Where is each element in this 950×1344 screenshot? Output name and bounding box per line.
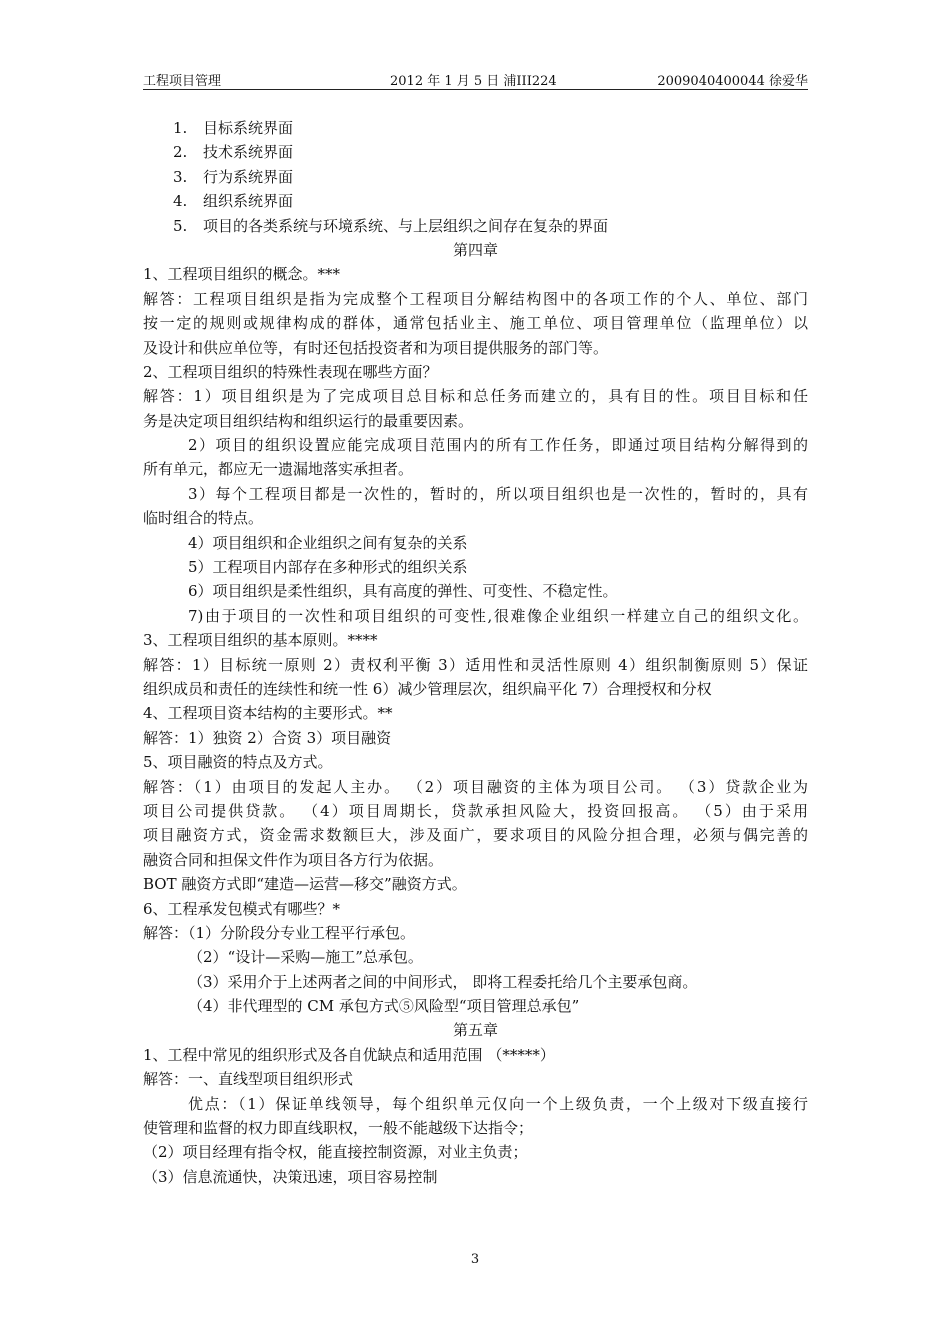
text-line: 务是决定项目组织结构和组织运行的最重要因素。 xyxy=(143,411,474,430)
document-body xyxy=(143,116,808,1189)
text-line: 解答：（1）由项目的发起人主办。 （2）项目融资的主体为项目公司。 （3）贷款企业为 xyxy=(143,777,808,796)
text-line: 所有单元，都应无一遗漏地落实承担者。 xyxy=(143,460,414,479)
page-number: 3 xyxy=(470,1252,480,1267)
text-line: BOT 融资方式即“建造—运营—移交”融资方式。 xyxy=(143,875,467,894)
text-line: 项目公司提供贷款。 （4）项目周期长，贷款承担风险大，投资回报高。 （5）由于采用 xyxy=(143,801,808,820)
question-heading: 6、工程承发包模式有哪些？* xyxy=(143,899,341,918)
text-line: 解答：1）项目组织是为了完成项目总目标和总任务而建立的，具有目的性。项目目标和任 xyxy=(143,387,808,406)
text-line: （3）信息流通快，决策迅速，项目容易控制 xyxy=(143,1167,438,1186)
text-line: 4）项目组织和企业组织之间有复杂的关系 xyxy=(188,533,468,552)
text-line: （4）非代理型的 CM 承包方式⑤风险型“项目管理总承包” xyxy=(188,997,580,1016)
text-line: 3）每个工程项目都是一次性的，暂时的，所以项目组织也是一次性的，暂时的，具有 xyxy=(188,484,808,503)
text-line: （2）“设计—采购—施工”总承包。 xyxy=(188,948,423,967)
text-line: 5）工程项目内部存在多种形式的组织关系 xyxy=(188,558,468,577)
text-line: 解答：工程项目组织是指为完成整个工程项目分解结构图中的各项工作的个人、单位、部门 xyxy=(143,289,808,308)
text-line: 解答：（1）分阶段分专业工程平行承包。 xyxy=(143,923,416,942)
text-line: 项目融资方式，资金需求数额巨大，涉及面广，要求项目的风险分担合理，必须与偶完善的 xyxy=(143,826,808,845)
question-heading: 1、工程中常见的组织形式及各自优缺点和适用范围 （*****） xyxy=(143,1045,555,1064)
text-line: 组织成员和责任的连续性和统一性 6）减少管理层次，组织扁平化 7）合理授权和分权 xyxy=(143,679,712,698)
text-line: 融资合同和担保文件作为项目各方行为依据。 xyxy=(143,850,444,869)
header-course-title: 工程项目管理 xyxy=(143,74,222,89)
text-line: 优点：（1）保证单线领导，每个组织单元仅向一个上级负责，一个上级对下级直接行 xyxy=(188,1094,808,1113)
header-divider xyxy=(143,89,808,90)
question-heading: 5、项目融资的特点及方式。 xyxy=(143,753,333,772)
text-line: （2）项目经理有指令权，能直接控制资源，对业主负责； xyxy=(143,1143,528,1162)
list-item: 3. 行为系统界面 xyxy=(173,167,294,186)
text-line: （3）采用介于上述两者之间的中间形式， 即将工程委托给几个主要承包商。 xyxy=(188,972,698,991)
text-line: 7)由于项目的一次性和项目组织的可变性,很难像企业组织一样建立自己的组织文化。 xyxy=(188,606,808,625)
list-item: 5. 项目的各类系统与环境系统、与上层组织之间存在复杂的界面 xyxy=(173,216,609,235)
text-line: 解答：1）独资 2）合资 3）项目融资 xyxy=(143,728,392,747)
text-line: 按一定的规则或规律构成的群体，通常包括业主、施工单位、项目管理单位（监理单位）以 xyxy=(143,314,808,333)
text-line: 解答：一、直线型项目组织形式 xyxy=(143,1070,354,1089)
text-line: 6）项目组织是柔性组织，具有高度的弹性、可变性、不稳定性。 xyxy=(188,582,618,601)
text-line: 及设计和供应单位等，有时还包括投资者和为项目提供服务的部门等。 xyxy=(143,338,609,357)
page-header xyxy=(143,70,808,88)
text-line: 临时组合的特点。 xyxy=(143,509,264,528)
text-line: 使管理和监督的权力即直线职权，一般不能越级下达指令； xyxy=(143,1119,534,1138)
header-date-location: 2012 年 1 月 5 日 浦III224 xyxy=(390,74,557,89)
text-line: 2）项目的组织设置应能完成项目范围内的所有工作任务，即通过项目结构分解得到的 xyxy=(188,436,808,455)
chapter-heading: 第四章 xyxy=(452,240,498,259)
question-heading: 2、工程项目组织的特殊性表现在哪些方面？ xyxy=(143,362,438,381)
chapter-heading: 第五章 xyxy=(452,1021,498,1040)
list-item: 4. 组织系统界面 xyxy=(173,192,294,211)
question-heading: 4、工程项目资本结构的主要形式。** xyxy=(143,704,393,723)
question-heading: 1、工程项目组织的概念。*** xyxy=(143,265,341,284)
list-item: 1. 目标系统界面 xyxy=(173,119,294,137)
header-student-id-name: 2009040400044 徐爱华 xyxy=(657,74,808,89)
list-item: 2. 技术系统界面 xyxy=(173,143,294,162)
text-line: 解答：1）目标统一原则 2）责权利平衡 3）适用性和灵活性原则 4）组织制衡原则 5）保证 xyxy=(143,655,808,674)
question-heading: 3、工程项目组织的基本原则。**** xyxy=(143,631,378,650)
